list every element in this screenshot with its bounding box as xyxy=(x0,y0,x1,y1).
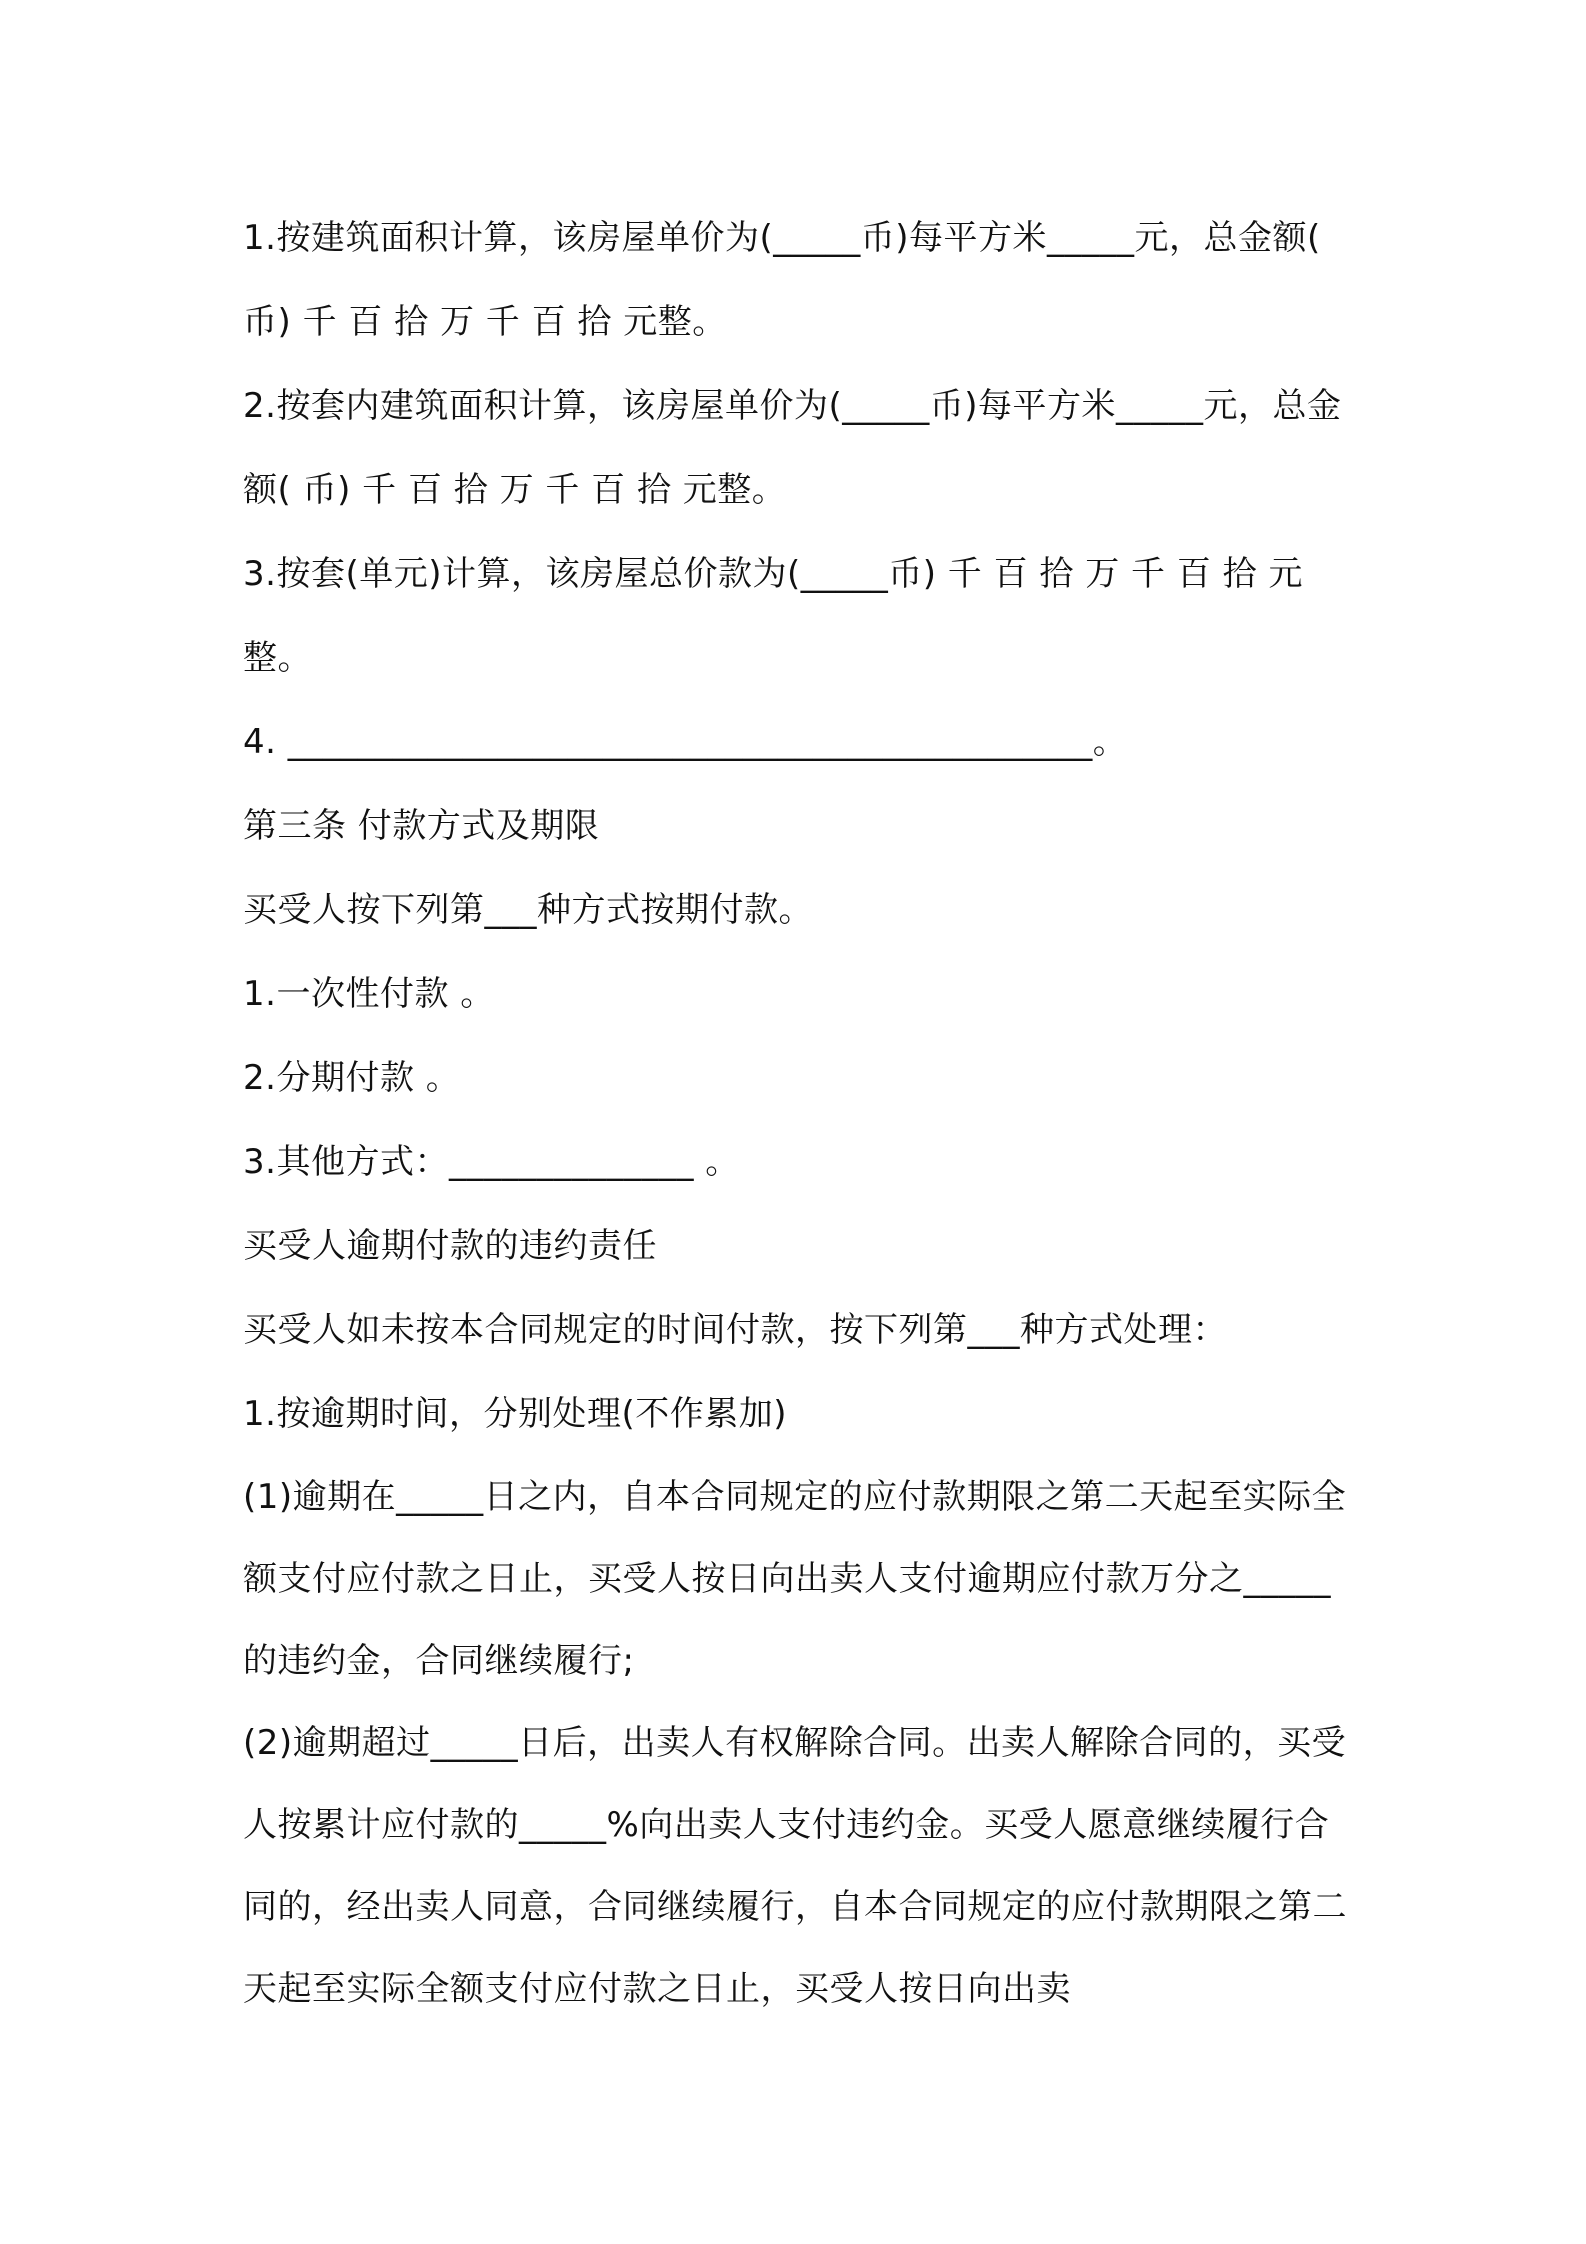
payment-other: 3.其他方式：______________ 。 xyxy=(243,1142,740,1182)
late-payment-option-one: 1.按逾期时间，分别处理(不作累加) xyxy=(243,1394,787,1434)
late-payment-heading: 买受人逾期付款的违约责任 xyxy=(243,1226,657,1266)
price-by-unit: 3.按套(单元)计算，该房屋总价款为(_____币) 千 百 拾 万 千 百 拾 元整。 xyxy=(243,554,1303,678)
late-payment-selection: 买受人如未按本合同规定的时间付款，按下列第___种方式处理： xyxy=(243,1310,1227,1350)
price-other-blank: 4. ______________________________________________。 xyxy=(243,722,1128,762)
payment-installment: 2.分期付款 。 xyxy=(243,1058,461,1098)
payment-method-selection: 买受人按下列第___种方式按期付款。 xyxy=(243,890,813,930)
price-by-building-area: 1.按建筑面积计算，该房屋单价为(_____币)每平方米_____元，总金额( 币) 千 百 拾 万 千 百 拾 元整。 xyxy=(243,218,1321,342)
document-body xyxy=(243,196,1363,2030)
payment-lump-sum: 1.一次性付款 。 xyxy=(243,974,495,1014)
late-payment-clause-2: (2)逾期超过_____日后，出卖人有权解除合同。出卖人解除合同的，买受人按累计应付款的_____%向出卖人支付违约金。买受人愿意继续履行合同的，经出卖人同意，合同继续履行，自本合同规定的应付款期限之第二天起至实际全额支付应付款之日止，买受人按日向出卖 xyxy=(243,1723,1347,2009)
article-three-heading: 第三条 付款方式及期限 xyxy=(243,806,600,846)
price-by-inner-area: 2.按套内建筑面积计算，该房屋单价为(_____币)每平方米_____元，总金额( 币) 千 百 拾 万 千 百 拾 元整。 xyxy=(243,386,1342,510)
late-payment-clause-1: (1)逾期在_____日之内，自本合同规定的应付款期限之第二天起至实际全额支付应付款之日止，买受人按日向出卖人支付逾期应付款万分之_____的违约金，合同继续履行; xyxy=(243,1477,1347,1681)
